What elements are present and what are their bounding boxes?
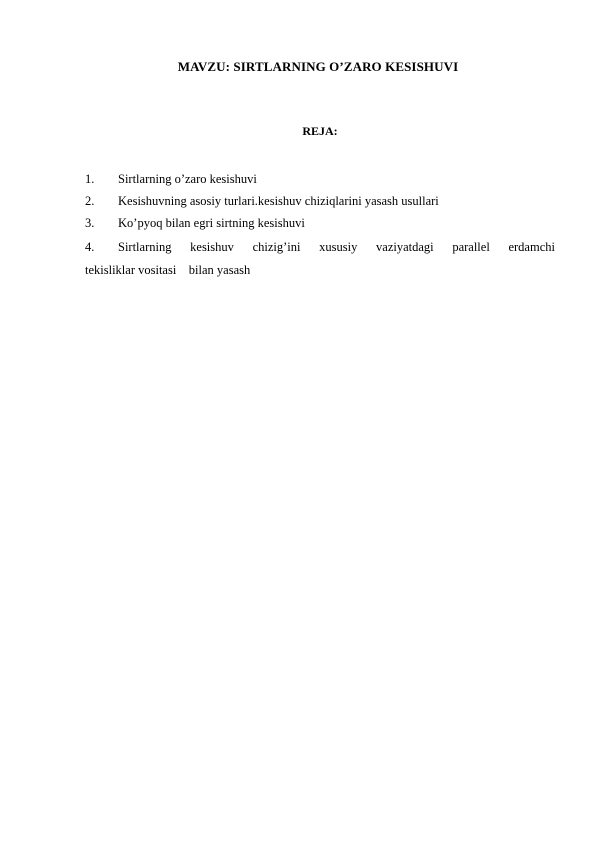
- plan-word: xususiy: [319, 240, 358, 254]
- plan-item-number: 3.: [85, 216, 95, 230]
- plan-item-4-line-1: [85, 240, 555, 255]
- plan-heading: REJA:: [302, 124, 338, 138]
- document-title: MAVZU: SIRTLARNING O’ZARO KESISHUVI: [177, 59, 459, 74]
- plan-item-text: Ko’pyoq bilan egri sirtning kesishuvi: [118, 216, 305, 230]
- plan-word: erdamchi: [508, 240, 555, 254]
- plan-item-number: 2.: [85, 194, 95, 208]
- plan-item-text: Kesishuvning asosiy turlari.kesishuv chiziqlarini yasash usullari: [118, 194, 439, 208]
- plan-item-1: [85, 172, 257, 187]
- plan-item-4: [85, 240, 555, 255]
- plan-word: chizig’ini: [252, 240, 301, 254]
- plan-item-number: 1.: [85, 172, 95, 186]
- plan-item-number: 4.: [85, 240, 95, 254]
- plan-item-text: Sirtlarning o’zaro kesishuvi: [118, 172, 257, 186]
- plan-word: Sirtlarning: [118, 240, 172, 254]
- plan-item-4-continuation: tekisliklar vositasi bilan yasash: [85, 263, 251, 277]
- plan-item-3: [85, 216, 305, 231]
- plan-word: vaziyatdagi: [376, 240, 434, 254]
- plan-item-2: [85, 194, 439, 209]
- plan-word: parallel: [452, 240, 490, 254]
- plan-item-4-words: [118, 240, 555, 255]
- plan-word: kesishuv: [190, 240, 234, 254]
